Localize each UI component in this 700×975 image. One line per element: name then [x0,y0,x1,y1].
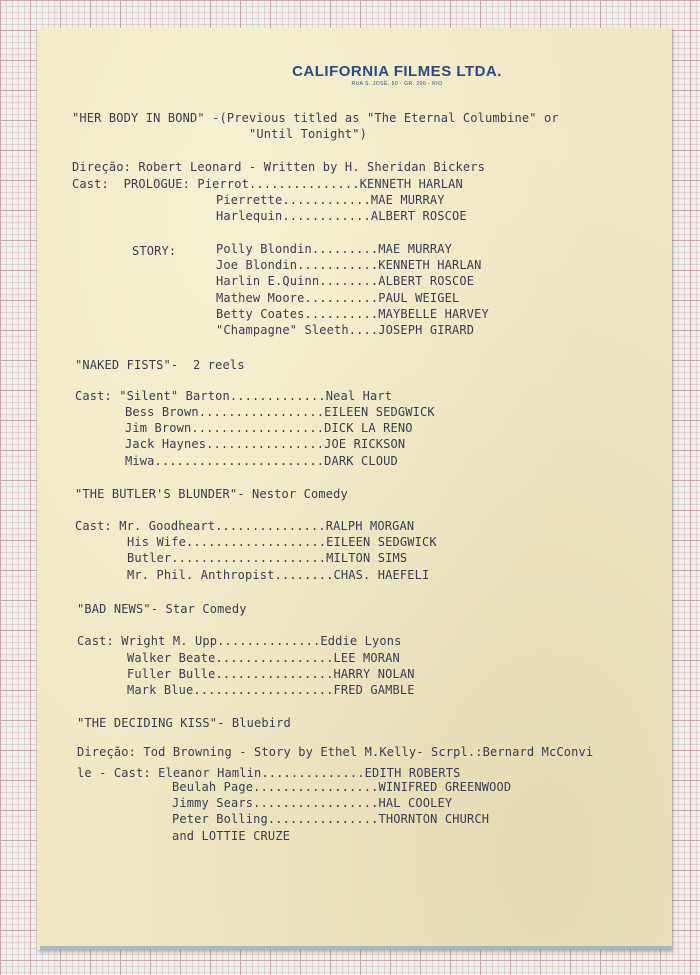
film1-title-line-cont: "Until Tonight") [249,127,367,141]
film5-title: "THE DECIDING KISS"- Bluebird [77,716,291,730]
cast-line: Mark Blue...................FRED GAMBLE [127,683,415,697]
story-label: STORY: [132,244,177,258]
film4-title: "BAD NEWS"- Star Comedy [77,602,247,616]
film1-credits: Direção: Robert Leonard - Written by H. Sheridan Bickers [72,160,485,174]
film5-credits: Direção: Tod Browning - Story by Ethel M.Kelly- Scrpl.:Bernard McConvi [77,745,594,759]
paper-edge [40,946,672,950]
film1-title-line: "HER BODY IN BOND" -(Previous titled as "The Eternal Columbine" or [72,111,559,125]
cast-line: Harlequin............ALBERT ROSCOE [216,209,467,223]
cast-line: "Champagne" Sleeth....JOSEPH GIRARD [216,323,475,337]
cast-line: Harlin E.Quinn........ALBERT ROSCOE [216,274,475,288]
cast-line: Miwa.......................DARK CLOUD [125,454,398,468]
film3-title: "THE BUTLER'S BLUNDER"- Nestor Comedy [75,487,348,501]
company-address: RUA S. JOSÉ, 50 - GR. 200 - RIO [351,81,443,87]
cast-line: Mr. Phil. Anthropist........CHAS. HAEFELI [127,568,430,582]
cast-line: Mathew Moore..........PAUL WEIGEL [216,291,460,305]
cast-line: Jack Haynes................JOE RICKSON [125,437,406,451]
cast-line: Cast: Wright M. Upp..............Eddie Lyons [77,634,402,648]
film2-title: "NAKED FISTS"- 2 reels [75,358,245,372]
cast-line: Betty Coates..........MAYBELLE HARVEY [216,307,489,321]
cast-line: Butler.....................MILTON SIMS [127,551,408,565]
cast-line: Jimmy Sears.................HAL COOLEY [172,796,453,810]
cast-line: Jim Brown..................DICK LA RENO [125,421,413,435]
cast-line: Beulah Page.................WINIFRED GREENWOOD [172,780,512,794]
cast-line: Polly Blondin.........MAE MURRAY [216,242,452,256]
cast-line: Peter Bolling...............THORNTON CHURCH [172,812,490,826]
cast-line: Joe Blondin...........KENNETH HARLAN [216,258,482,272]
cast-line: Fuller Bulle................HARRY NOLAN [127,667,415,681]
cast-line: His Wife...................EILEEN SEDGWICK [127,535,437,549]
cast-line: Cast: Mr. Goodheart...............RALPH MORGAN [75,519,415,533]
cast-line: Cast: "Silent" Barton.............Neal Hart [75,389,393,403]
cast-line: and LOTTIE CRUZE [172,829,290,843]
cast-line: Walker Beate................LEE MORAN [127,651,400,665]
cast-line: le - Cast: Eleanor Hamlin..............EDITH ROBERTS [77,766,461,780]
company-name: CALIFORNIA FILMES LTDA. [292,63,502,80]
cast-line: Cast: PROLOGUE: Pierrot...............KENNETH HARLAN [72,177,463,191]
cast-line: Pierrette............MAE MURRAY [216,193,445,207]
letterhead [37,63,672,87]
cast-line: Bess Brown.................EILEEN SEDGWICK [125,405,435,419]
